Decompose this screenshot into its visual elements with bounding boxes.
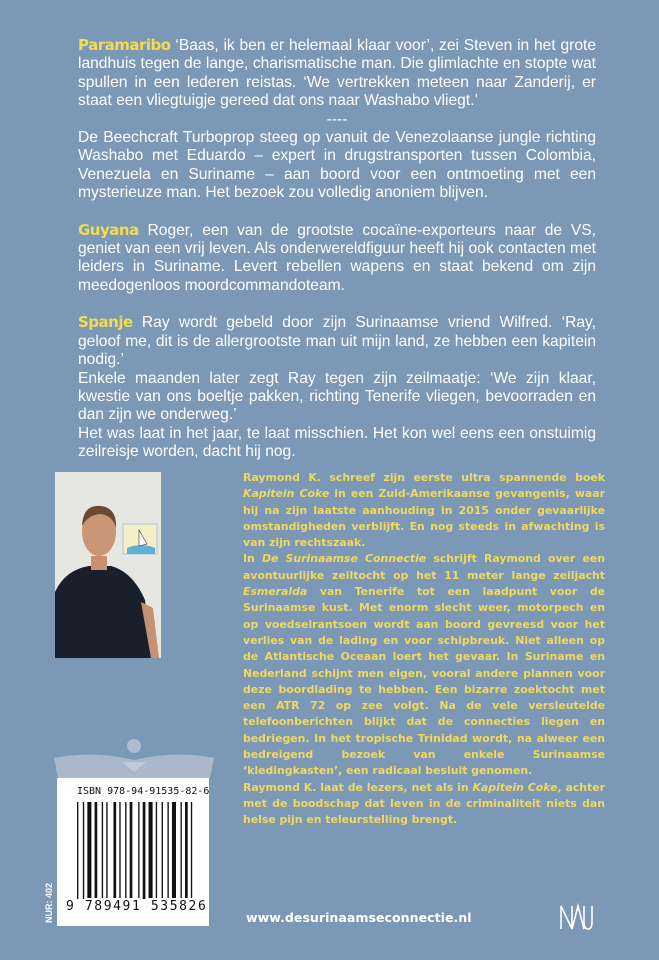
place-label: Guyana xyxy=(78,220,139,239)
isbn-label: ISBN 978-94-91535-82-6 xyxy=(77,786,210,797)
bio-text: In xyxy=(243,552,262,566)
barcode-bar xyxy=(156,802,157,898)
book-title: Kapitein Coke xyxy=(243,487,330,501)
blurb-paragraph-spanje xyxy=(78,313,596,369)
barcode-bar xyxy=(167,802,168,898)
barcode-bar xyxy=(143,802,146,910)
place-label: Spanje xyxy=(78,313,133,332)
publisher-logo xyxy=(558,902,594,932)
blurb-paragraph: Enkele maanden later zegt Ray tegen zijn zeilmaatje: ‘We zijn klaar, kwestie van ons boeltje pakken, richting Tenerife vliegen, bevoorraden en dan zijn we onderweg.’ xyxy=(78,369,596,424)
yacht-name: Esmeralda xyxy=(243,585,308,599)
bio-text: in een Zuid-Amerikaanse gevangenis, waar hij na zijn laatste aanhouding in 2015 onder gevaarlijke omstandigheden verblijft. En nog steeds in afwachting is van zijn rechtszaak. xyxy=(243,487,605,550)
barcode-bar xyxy=(191,802,192,898)
barcode-bar xyxy=(138,802,139,898)
bio-text: , achter met de boodschap dat leven in de criminaliteit niets dan helse pijn en teleurstelling brengt. xyxy=(243,780,605,827)
barcode-bar xyxy=(149,802,153,898)
barcode-bar xyxy=(106,802,107,898)
barcode-bar xyxy=(77,802,78,910)
bio-paragraph xyxy=(243,470,605,551)
barcode-bars xyxy=(77,802,197,910)
bio-paragraph xyxy=(243,551,605,779)
bio-paragraph xyxy=(243,780,605,829)
barcode-bar xyxy=(125,802,126,898)
barcode-bar xyxy=(185,802,188,898)
blurb-paragraph-guyana xyxy=(78,221,596,296)
book-logo-icon xyxy=(52,738,216,782)
website-link[interactable]: www.desurinaamseconnectie.nl xyxy=(246,910,472,925)
blurb-text: Roger, een van de grootste cocaïne-exporteurs naar de VS, geniet van een vrij leven. Als onderwereldfiguur heeft hij ook contacten met leiders in Suriname. Levert rebellen wapens en staat bekend om zijn meedogenloos moordcommandoteam. xyxy=(78,221,596,294)
book-title: De Surinaamse Connectie xyxy=(261,552,427,566)
blurb-text: Ray wordt gebeld door zijn Surinaamse vriend Wilfred. ‘Ray, geloof me, dit is de allergrootste man uit mijn land, ze hebben een kapitein nodig.’ xyxy=(78,314,596,369)
blurb-text: ‘Baas, ik ben er helemaal klaar voor’, zei Steven in het grote landhuis tegen de lange, charismatische man. Die glimlachte en stopte wat spullen in een lederen reistas. ‘We vertrekken meteen naar Zanderij, er staat een vliegtuigje gereed dat ons naar Washabo vliegt.’ xyxy=(78,37,596,110)
bio-text: van Tenerife tot een laadpunt voor de Surinaamse kust. Met enorm slecht weer, motorpech en op voedselrantsoen wordt aan boord gevreesd voor het verlies van de lading en voor schipbreuk. Niet alleen op de Atlantische Oceaan loert het gevaar. In Suriname en Nederland schijnt men eigen, vooral andere plannen voor deze boordlading te hebben. Een bizarre zoektocht met een ATR 72 op zee volgt. Na de vele versleutelde telefoonberichten blijkt dat de connecties liegen en bedriegen. In het tropische Trinidad wordt, na alweer een bedreigend bezoek van enkele Surinaamse ‘kledingkasten’, een radicaal besluit genomen. xyxy=(243,585,605,778)
author-photo xyxy=(55,472,161,658)
author-bio xyxy=(243,470,605,829)
blurb-paragraph-paramaribo xyxy=(78,36,596,111)
book-title: Kapitein Coke xyxy=(472,780,558,794)
bio-text: schrijft Raymond over een avontuurlijke zeiltocht op het 11 meter lange zeiljacht xyxy=(243,552,605,582)
barcode-bar xyxy=(130,802,133,898)
isbn-barcode xyxy=(57,778,209,926)
separator: ---- xyxy=(326,110,348,128)
barcode-bar xyxy=(119,802,120,898)
blurb-paragraph: De Beechcraft Turboprop steeg op vanuit de Venezolaanse jungle richting Washabo met Eduardo – expert in drugstransporten tussen Colombia, Venezuela en Suriname – aan boord voor een ontmoeting met een mysterieuze man. Het bezoek zou volledig anoniem blijven. xyxy=(78,129,596,202)
barcode-bar xyxy=(102,802,103,898)
barcode-bar xyxy=(87,802,91,898)
barcode-bar xyxy=(113,802,116,898)
bio-text: Raymond K. schreef zijn eerste ultra spannende boek xyxy=(243,471,605,484)
bio-text: Raymond K. laat de lezers, net als in xyxy=(243,780,473,794)
barcode-bar xyxy=(172,802,176,898)
barcode-bar xyxy=(83,802,84,910)
barcode-bar xyxy=(181,802,182,898)
place-label: Paramaribo xyxy=(78,36,171,54)
barcode-bar xyxy=(162,802,163,898)
blurb-paragraph: Het was laat in het jaar, te laat misschien. Het kon wel eens een onstuimig zeilreisje worden, dacht hij nog. xyxy=(78,424,596,461)
nur-code: NUR: 402 xyxy=(44,883,54,924)
barcode-bar xyxy=(95,802,98,898)
back-cover-blurb xyxy=(78,36,596,462)
ean-number: 9 789491 535826 xyxy=(66,899,208,914)
